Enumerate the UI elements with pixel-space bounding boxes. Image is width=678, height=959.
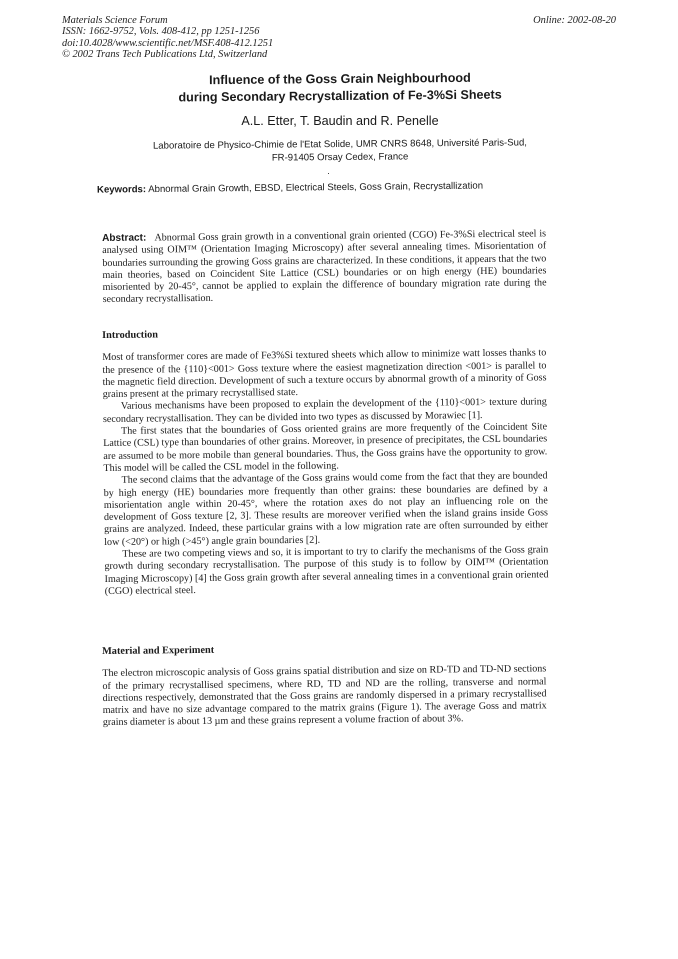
intro-paragraph-2: Various mechanisms have been proposed to explain the development of the {110}<001> texture during secondary recrystallisation. They can be divided into two types as discussed by Morawiec [1]. — [102, 396, 547, 425]
journal-header — [62, 15, 273, 61]
abstract-section — [102, 228, 547, 306]
copyright-line: © 2002 Trans Tech Publications Ltd, Switzerland — [62, 49, 268, 61]
authors: A.L. Etter, T. Baudin and R. Penelle — [241, 114, 439, 128]
title-line-1: Influence of the Goss Grain Neighbourhood — [209, 70, 471, 88]
methods-heading: Material and Experiment — [102, 644, 215, 657]
paper-title — [80, 69, 600, 108]
online-date: Online: 2002-08-20 — [533, 15, 616, 26]
abstract-label: Abstract: — [102, 232, 147, 244]
affiliation — [90, 136, 590, 166]
introduction-heading: Introduction — [102, 329, 159, 341]
abstract-text: Abnormal Goss grain growth in a conventional grain oriented (CGO) Fe-3%Si electrical steel is analysed using OIM™ (Orientation Imaging Microscopy) after several annealing times. Misorientation of boundaries surrounding the growing Goss grains are characterized. In these conditions, it appears that the two main theories, based on Coincident Site Lattice (CSL) boundaries or on high energy (HE) boundaries misoriented by 20-45°, cannot be applied to explain the difference of boundary migration rate during the secondary recrystallisation. — [102, 228, 547, 306]
journal-name: Materials Science Forum — [62, 15, 168, 26]
affiliation-line-2: FR-91405 Orsay Cedex, France — [271, 151, 409, 164]
intro-paragraph-4: The second claims that the advantage of the Goss grains would come from the fact that they are bounded by high energy (HE) boundaries more frequently than other grains: these boundaries are defined by a misorientation angle within 20-45°, where the rotation axes do not play an influencing role on the development of Goss texture [2, 3]. These results are moreover verified when the island grains inside Goss grains are analyzed. Indeed, these particular grains with a low migration rate are often surrounded by either low (<20°) or high (>45°) angle grain boundaries [2]. — [103, 470, 549, 548]
introduction-section — [102, 325, 549, 598]
intro-paragraph-5: These are two competing views and so, it is important to try to clarify the mechanisms of the Goss grain growth during secondary recrystallisation. The purpose of this study is to follow by OIM™ (Orientation Imaging Microscopy) [4] the Goss grain growth after several annealing times in a conventional grain oriented (CGO) electrical steel. — [104, 544, 549, 597]
issn-line: ISSN: 1662-9752, Vols. 408-412, pp 1251-1256 — [62, 26, 260, 38]
methods-section — [102, 641, 547, 729]
doi-line[interactable]: doi:10.4028/www.scientific.net/MSF.408-412.1251 — [62, 37, 274, 49]
intro-paragraph-3: The first states that the boundaries of Goss oriented grains are more frequently of the Coincident Site Lattice (CSL) type than boundaries of other grains. Moreover, in presence of precipitates, the CSL boundaries are assumed to be more mobile than general boundaries. Thus, the Goss grains have the opportunity to grow. This model will be called the CSL model in the following. — [103, 421, 548, 474]
affiliation-line-1: Laboratoire de Physico-Chimie de l'Etat Solide, UMR CNRS 8648, Université Paris-Sud, — [152, 137, 527, 152]
separator-dot: · — [327, 168, 330, 178]
keywords-list: Abnormal Grain Growth, EBSD, Electrical Steels, Goss Grain, Recrystallization — [148, 180, 484, 196]
intro-paragraph-1: Most of transformer cores are made of Fe3%Si textured sheets which allow to minimize watt losses thanks to the presence of the {110}<001> Goss texture where the easiest magnetization direction <001> is parallel to the magnetic field direction. Development of such a texture occurs by abnormal growth of a minority of Goss grains present at the primary recrystallised state. — [102, 347, 547, 401]
title-line-2: during Secondary Recrystallization of Fe-3%Si Sheets — [178, 87, 502, 105]
keywords — [97, 179, 597, 195]
keywords-label: Keywords: — [96, 184, 147, 196]
abstract-paragraph — [102, 228, 547, 306]
methods-paragraph: The electron microscopic analysis of Goss grains spatial distribution and size on RD-TD and TD-ND sections of the primary recrystallised specimens, where RD, TD and ND are the rolling, transverse and normal directions respectively, demonstrated that the Goss grains are randomly dispersed in a primary recrystallised matrix and have no size advantage compared to the matrix grains (Figure 1). The average Goss and matrix grains diameter is about 13 µm and these grains represent a volume fraction of about 3%. — [102, 663, 547, 729]
